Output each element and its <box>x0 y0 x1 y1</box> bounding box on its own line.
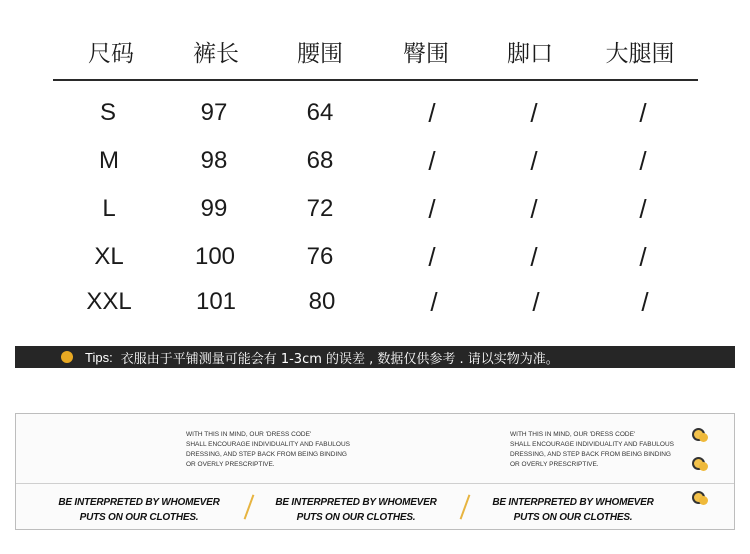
cell-hip: / <box>428 146 436 176</box>
table-header-row <box>0 34 750 74</box>
cell-length: 97 <box>200 99 228 126</box>
slogan-line: BE INTERPRETED BY WHOMEVER <box>275 497 437 508</box>
header-divider <box>53 79 698 81</box>
slogan-block <box>261 495 451 525</box>
dress-code-text-block <box>186 430 350 470</box>
cell-leg-opening: / <box>530 194 538 224</box>
dress-code-line: DRESSING, AND STEP BACK FROM BEING BINDING <box>186 451 347 458</box>
cell-leg-opening: / <box>532 287 540 317</box>
slogan-block <box>44 495 234 525</box>
cell-waist: 72 <box>306 195 334 222</box>
brand-tag-strip <box>15 413 735 530</box>
header-waist: 腰围 <box>297 41 343 67</box>
dress-code-line: OR OVERLY PRESCRIPTIVE. <box>510 461 599 468</box>
dress-code-line: DRESSING, AND STEP BACK FROM BEING BINDING <box>510 451 671 458</box>
cell-length: 98 <box>200 147 228 174</box>
header-leg-opening: 脚口 <box>507 41 553 67</box>
dress-code-line: OR OVERLY PRESCRIPTIVE. <box>186 461 275 468</box>
cell-hip: / <box>428 194 436 224</box>
slogan-line: BE INTERPRETED BY WHOMEVER <box>492 497 654 508</box>
cell-length: 99 <box>200 195 228 222</box>
dress-code-line: SHALL ENCOURAGE INDIVIDUALITY AND FABULOUS <box>186 441 350 448</box>
slogan-block <box>478 495 668 525</box>
cell-leg-opening: / <box>530 146 538 176</box>
cell-thigh: / <box>639 194 647 224</box>
table-row <box>0 93 750 133</box>
header-length: 裤长 <box>193 41 239 67</box>
strip-divider <box>16 483 734 484</box>
cell-leg-opening: / <box>530 242 538 272</box>
slogan-line: PUTS ON OUR CLOTHES. <box>79 512 199 523</box>
cell-leg-opening: / <box>530 98 538 128</box>
cell-size: XL <box>94 243 124 270</box>
dress-code-line: WITH THIS IN MIND, OUR 'DRESS CODE' <box>186 431 312 438</box>
cell-waist: 64 <box>306 99 334 126</box>
table-row <box>0 282 750 322</box>
dress-code-text-block <box>510 430 674 470</box>
cell-thigh: / <box>639 98 647 128</box>
header-size: 尺码 <box>88 41 134 67</box>
slogan-line: PUTS ON OUR CLOTHES. <box>513 512 633 523</box>
slogan-line: PUTS ON OUR CLOTHES. <box>296 512 416 523</box>
cell-waist: 76 <box>306 243 334 270</box>
cell-thigh: / <box>641 287 649 317</box>
dress-code-line: SHALL ENCOURAGE INDIVIDUALITY AND FABULOUS <box>510 441 674 448</box>
cell-thigh: / <box>639 242 647 272</box>
ring-icon <box>692 428 705 441</box>
cell-size: S <box>99 99 117 126</box>
cell-thigh: / <box>639 146 647 176</box>
cell-hip: / <box>428 242 436 272</box>
tips-label: Tips: <box>85 349 113 365</box>
dress-code-line: WITH THIS IN MIND, OUR 'DRESS CODE' <box>510 431 636 438</box>
cell-waist: 80 <box>308 288 336 315</box>
cell-length: 100 <box>194 243 236 270</box>
cell-size: M <box>99 147 119 174</box>
cell-hip: / <box>430 287 438 317</box>
bullet-dot-icon <box>61 351 73 363</box>
ring-icon <box>692 457 705 470</box>
slogan-line: BE INTERPRETED BY WHOMEVER <box>58 497 220 508</box>
cell-size: L <box>102 195 116 222</box>
ring-icon <box>692 491 705 504</box>
cell-waist: 68 <box>306 147 334 174</box>
tips-text: 衣服由于平铺测量可能会有 1-3cm 的误差 , 数据仅供参考 . 请以实物为准。 <box>120 351 559 367</box>
cell-size: XXL <box>86 288 132 315</box>
table-row <box>0 237 750 277</box>
tips-bar <box>15 346 735 368</box>
header-thigh: 大腿围 <box>605 41 675 67</box>
gold-slash-divider <box>244 494 255 519</box>
cell-hip: / <box>428 98 436 128</box>
table-row <box>0 141 750 181</box>
table-row <box>0 189 750 229</box>
cell-length: 101 <box>195 288 237 315</box>
header-hip: 臀围 <box>403 41 449 67</box>
gold-slash-divider <box>460 494 471 519</box>
